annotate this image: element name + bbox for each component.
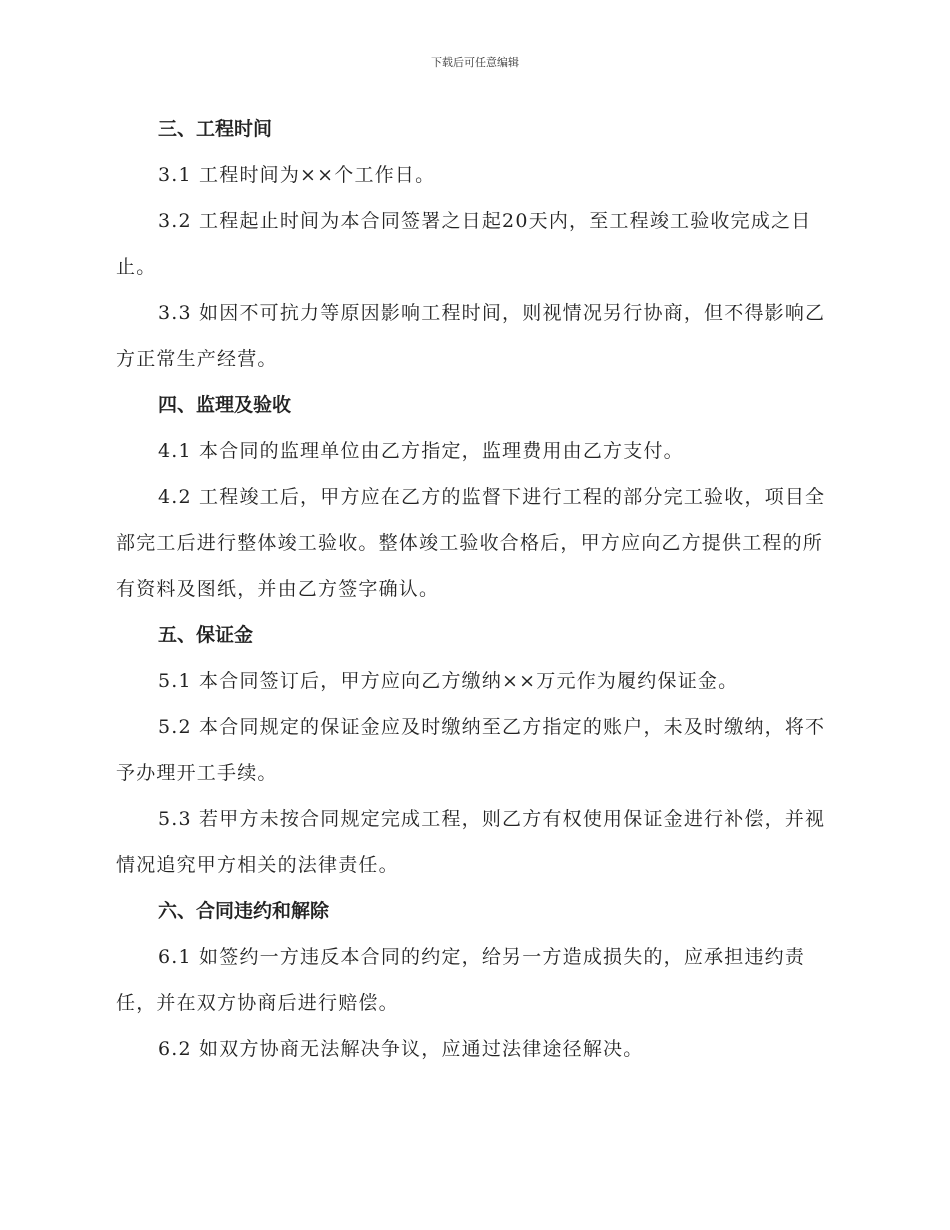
clause-paragraph: 6.2 如双方协商无法解决争议，应通过法律途径解决。 bbox=[158, 1038, 644, 1060]
section-heading: 六、合同违约和解除 bbox=[158, 900, 330, 922]
section-breach-termination bbox=[116, 888, 840, 1072]
clause-paragraph: 3.3 如因不可抗力等原因影响工程时间，则视情况另行协商，但不得影响乙方正常生产经营。 bbox=[116, 302, 826, 370]
clause-paragraph: 4.2 工程竣工后，甲方应在乙方的监督下进行工程的部分完工验收，项目全部完工后进行整体竣工验收。整体竣工验收合格后，甲方应向乙方提供工程的所有资料及图纸，并由乙方签字确认。 bbox=[116, 486, 826, 600]
section-heading: 五、保证金 bbox=[158, 624, 254, 646]
section-heading: 四、监理及验收 bbox=[158, 394, 292, 416]
clause-paragraph: 3.2 工程起止时间为本合同签署之日起20天内，至工程竣工验收完成之日止。 bbox=[116, 210, 812, 278]
section-engineering-time bbox=[116, 106, 840, 382]
document-body bbox=[116, 106, 840, 1072]
clause-paragraph: 3.1 工程时间为××个工作日。 bbox=[158, 164, 436, 186]
clause-paragraph: 6.1 如签约一方违反本合同的约定，给另一方造成损失的，应承担违约责任，并在双方协商后进行赔偿。 bbox=[116, 946, 806, 1014]
section-deposit bbox=[116, 612, 840, 888]
section-supervision-acceptance bbox=[116, 382, 840, 612]
clause-paragraph: 5.1 本合同签订后，甲方应向乙方缴纳××万元作为履约保证金。 bbox=[158, 670, 739, 692]
section-heading: 三、工程时间 bbox=[158, 118, 273, 140]
clause-paragraph: 5.2 本合同规定的保证金应及时缴纳至乙方指定的账户，未及时缴纳，将不予办理开工手续。 bbox=[116, 716, 826, 784]
clause-paragraph: 4.1 本合同的监理单位由乙方指定，监理费用由乙方支付。 bbox=[158, 440, 684, 462]
page-header: 下载后可任意编辑 bbox=[431, 56, 519, 69]
clause-paragraph: 5.3 若甲方未按合同规定完成工程，则乙方有权使用保证金进行补偿，并视情况追究甲方相关的法律责任。 bbox=[116, 808, 826, 876]
